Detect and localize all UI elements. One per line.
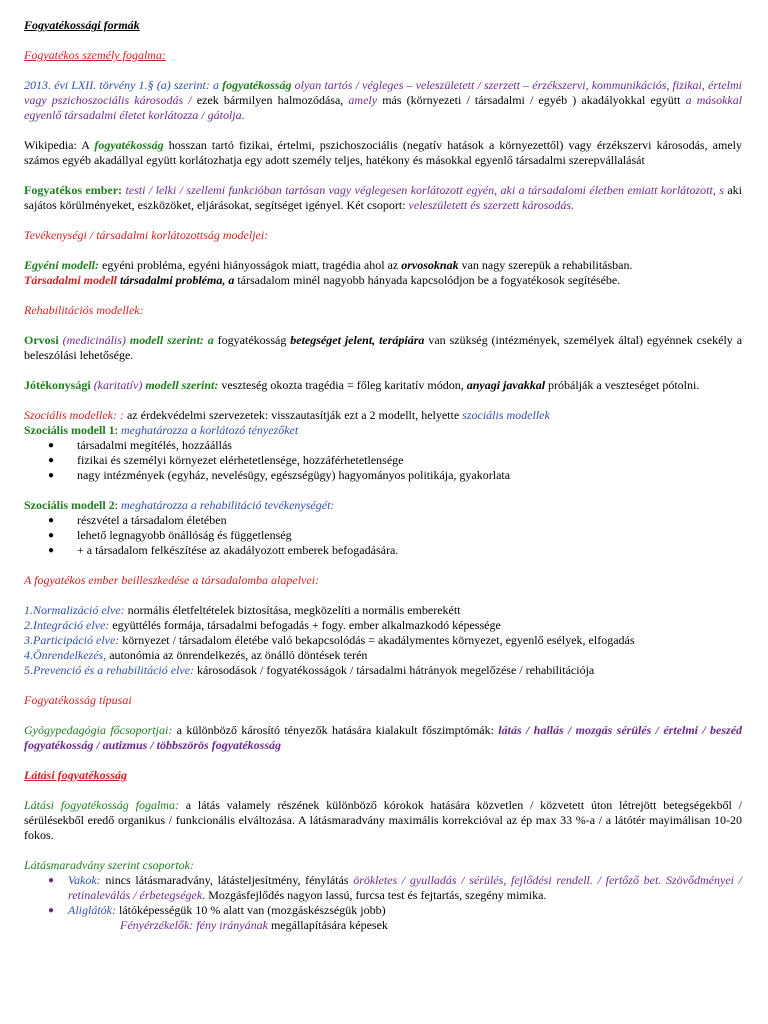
- disabled-person-definition: Fogyatékos ember: testi / lelki / szellemi funkcióban tartósan vagy véglegesen korlátozott egyén, aki a társadalomi életben emiatt korlátozott, s aki sajátos körülményeket, eszközöket, eljárásokat, segítséget igényel. Két csoport: veleszületett és szerzett károsodás.: [24, 183, 742, 212]
- list-item: 4.Önrendelkezés, autonómia az önrendelkezés, az önálló döntések terén: [24, 648, 368, 662]
- visual-definition: Látási fogyatékosság fogalma: a látás valamely részének különböző kórokok hatására közvetlen / közvetett úton létrejött betegségekből / sérülésekből eredő organikus / funkcionális elváltozása. A látásmaradvány maximális korrekcióval az ép max 33 %-a / a látótér mayimálisan 10-20 fokos.: [24, 798, 743, 842]
- document-page: [24, 18, 742, 933]
- list-item: 5.Prevenció és a rehabilitáció elve: károsodások / fogyatékosságok / társadalmi hátrányok megelőzése / rehabilitációja: [24, 663, 595, 677]
- social-models: Szociális modellek: : az érdekvédelmi szervezetek: visszautasítják ezt a 2 modellt, helyette szociális modellek: [24, 408, 550, 422]
- list-item: 3.Participáció elve: környezet / társadalom életébe való bekapcsolódás = akadálymentes környezet, egyenlő esélyek, elfogadás: [24, 633, 635, 647]
- list-item: ● részvétel a társadalom életében: [24, 513, 742, 528]
- list-item: ● társadalmi megítélés, hozzáállás: [24, 438, 742, 453]
- definition-heading: Fogyatékos személy fogalma:: [24, 48, 166, 62]
- wikipedia-definition: Wikipedia: A fogyatékosság hosszan tartó fizikai, értelmi, pszichoszociális (negatív hatások a környezettől) vagy érzékszervi károsodás, amely számos egyéb akadállyal együtt korlátozhatja egy adott személy teljes, hatékony és másokkal egyenlő társadalmi szerepvállalását: [24, 138, 742, 167]
- social-model-1-list: [24, 438, 742, 483]
- visual-heading: Látási fogyatékosság: [24, 768, 127, 782]
- social-model: Társadalmi modell társadalmi probléma, a társadalom minél nagyobb hányada kapcsolódjon be a fogyatékosok segítésébe.: [24, 273, 621, 287]
- list-item: ● + a társadalom felkészítése az akadályozott emberek befogadására.: [24, 543, 742, 558]
- individual-model: Egyéni modell: egyéni probléma, egyéni hiányosságok miatt, tragédia ahol az orvosoknak van nagy szerepük a rehabilitásban.: [24, 258, 633, 272]
- social-model-2: Szociális modell 2: meghatározza a rehabilitáció tevékenységét:: [24, 498, 335, 512]
- list-item: 2.Integráció elve: együttélés formája, társadalmi befogadás + fogy. ember alkalmazkodó képessége: [24, 618, 501, 632]
- rehab-heading: Rehabilitációs modellek:: [24, 303, 144, 317]
- list-item: ● Vakok: nincs látásmaradvány, látásteljesítmény, fénylátás örökletes / gyulladás / sérülés, fejlődési rendell. / fertőző bet. Szövődményei / retinaleválás / érbetegségek. Mozgásfejlődés nagyon lassú, furcsa test és fejtartás, szegény mimika.: [24, 873, 742, 903]
- list-item: ● Aliglátók: látóképességük 10 % alatt van (mozgáskészségük jobb): [24, 903, 742, 918]
- models-heading: Tevékenységi / társadalmi korlátozottság modeljei:: [24, 228, 269, 242]
- social-model-2-list: [24, 513, 742, 558]
- light-perceivers: Fényérzékelők: fény irányának megállapítására képesek: [120, 918, 388, 932]
- law-definition: 2013. évi LXII. törvény 1.§ (a) szerint: a fogyatékosság olyan tartós / végleges – veleszületett / szerzett – érzékszervi, kommunikációs, fizikai, értelmi vagy pszichoszociális károsodás / ezek bármilyen halmozódása, amely más (környezeti / társadalmi / egyéb ) akadályokkal együtt a másokkal egyenlő társadalmi életet korlátozza / gátolja.: [24, 78, 743, 122]
- principles-list: [24, 603, 742, 678]
- groups-heading: Látásmaradvány szerint csoportok:: [24, 858, 194, 872]
- page-title: Fogyatékossági formák: [24, 18, 140, 32]
- charity-model: Jótékonysági (karitatív) modell szerint: veszteség okozta tragédia = főleg karitatív módon, anyagi javakkal próbálják a veszteséget pótolni.: [24, 378, 700, 392]
- list-item: ● nagy intézmények (egyház, nevelésügy, egészségügy) hagyományos politikája, gyakorlata: [24, 468, 742, 483]
- social-model-1: Szociális modell 1: meghatározza a korlátozó tényezőket: [24, 423, 299, 437]
- list-item: 1.Normalizáció elve: normális életfeltételek biztosítása, megközelíti a normális emberekétt: [24, 603, 461, 617]
- list-item: ● fizikai és személyi környezet elérhetetlensége, hozzáférhetetlensége: [24, 453, 742, 468]
- groups-list: [24, 873, 742, 918]
- principles-heading: A fogyatékos ember beilleszkedése a társadalomba alapelvei:: [24, 573, 320, 587]
- medical-model: Orvosi (medicinális) modell szerint: a fogyatékosság betegséget jelent, terápiára van szükség (intézmények, személyek által) egyénnek csekély a beleszólási lehetősége.: [24, 333, 743, 362]
- special-education-groups: Gyógypedagógia főcsoportjai: a különböző károsító tényezők hatására kialakult főszimptómák: látás / hallás / mozgás sérülés / értelmi / beszéd fogyatékosság / autizmus / többszörös fogyatékosság: [24, 723, 743, 752]
- list-item: ● lehető legnagyobb önállóság és függetlenség: [24, 528, 742, 543]
- types-heading: Fogyatékosság típusai: [24, 693, 132, 707]
